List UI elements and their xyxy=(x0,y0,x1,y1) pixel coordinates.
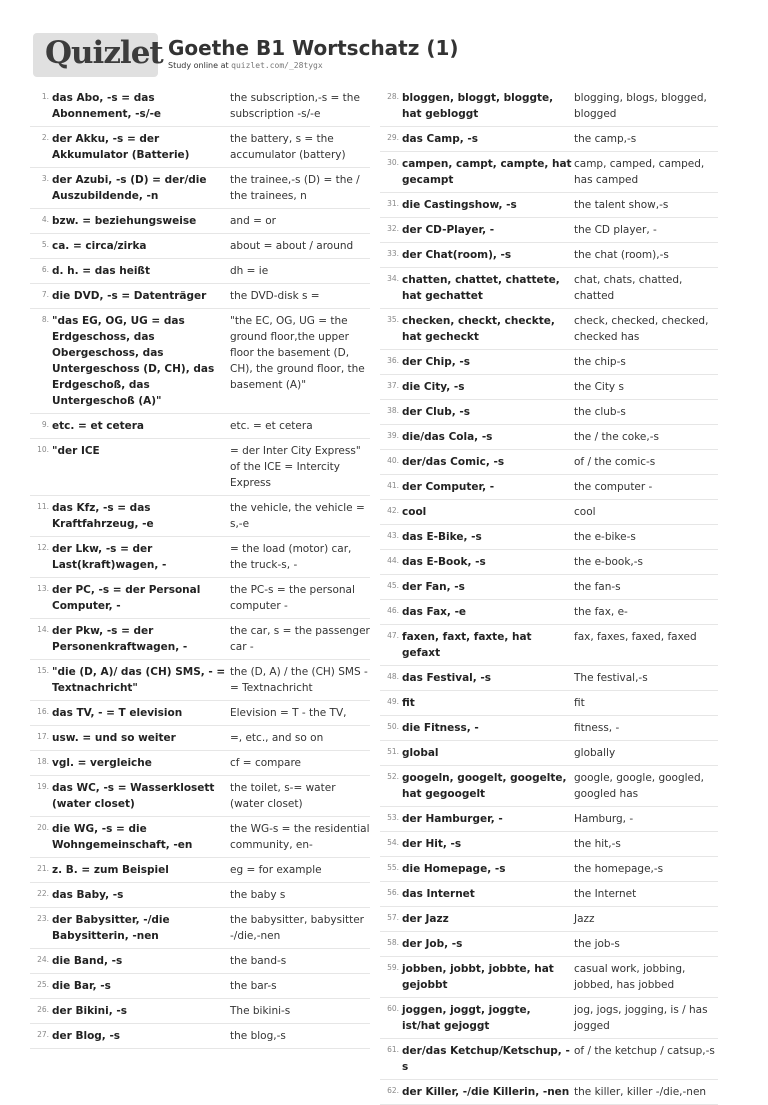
item-number: 59. xyxy=(387,963,399,972)
vocab-term: d. h. = das heißt xyxy=(52,265,151,277)
vocab-term: der Babysitter, -/die Babysitterin, -nen xyxy=(52,914,170,942)
item-number: 50. xyxy=(387,722,399,731)
vocab-term: faxen, faxt, faxte, hat gefaxt xyxy=(402,631,532,659)
vocab-definition: Elevision = T - the TV, xyxy=(230,707,347,719)
item-number: 7. xyxy=(41,290,49,299)
vocab-row xyxy=(380,193,718,218)
vocab-term: der Chip, -s xyxy=(402,356,471,368)
vocab-row xyxy=(380,500,718,525)
item-number: 1. xyxy=(41,92,49,101)
item-number: 17. xyxy=(37,732,49,741)
item-number: 16. xyxy=(37,707,49,716)
vocab-row xyxy=(380,932,718,957)
item-number: 54. xyxy=(387,838,399,847)
item-number: 42. xyxy=(387,506,399,515)
vocab-row xyxy=(380,1080,718,1105)
vocab-row xyxy=(30,259,370,284)
item-number: 48. xyxy=(387,672,399,681)
vocab-definition: fitness, - xyxy=(574,722,620,734)
vocab-row xyxy=(30,999,370,1024)
vocab-definition: the DVD-disk s = xyxy=(230,290,320,302)
vocab-row xyxy=(380,450,718,475)
vocab-term: usw. = und so weiter xyxy=(52,732,176,744)
vocab-definition: the bar-s xyxy=(230,980,277,992)
vocab-row xyxy=(380,350,718,375)
vocab-row xyxy=(380,575,718,600)
vocab-term: "die (D, A)/ das (CH) SMS, - = Textnachricht" xyxy=(52,666,226,694)
vocab-term: das Camp, -s xyxy=(402,133,479,145)
vocab-term: das Internet xyxy=(402,888,475,900)
item-number: 20. xyxy=(37,823,49,832)
vocab-definition: The bikini-s xyxy=(230,1005,291,1017)
vocab-definition: the Internet xyxy=(574,888,637,900)
vocab-term: der Hit, -s xyxy=(402,838,462,850)
vocab-term: etc. = et cetera xyxy=(52,420,145,432)
vocab-term: die Band, -s xyxy=(52,955,123,967)
item-number: 45. xyxy=(387,581,399,590)
item-number: 15. xyxy=(37,666,49,675)
vocab-definition: fit xyxy=(574,697,585,709)
item-number: 14. xyxy=(37,625,49,634)
vocab-row xyxy=(380,425,718,450)
vocab-definition: the battery, s = the accumulator (battery) xyxy=(230,133,346,161)
vocab-row xyxy=(30,660,370,701)
vocab-definition: the subscription,-s = the subscription -s/-e xyxy=(230,92,360,120)
item-number: 47. xyxy=(387,631,399,640)
vocab-term: der/das Ketchup/Ketschup, -s xyxy=(402,1045,570,1073)
vocab-definition: etc. = et cetera xyxy=(230,420,313,432)
vocab-row xyxy=(30,127,370,168)
vocab-term: der Lkw, -s = der Last(kraft)wagen, - xyxy=(52,543,167,571)
vocab-term: die/das Cola, -s xyxy=(402,431,493,443)
vocab-row xyxy=(30,496,370,537)
item-number: 26. xyxy=(37,1005,49,1014)
item-number: 32. xyxy=(387,224,399,233)
item-number: 18. xyxy=(37,757,49,766)
item-number: 29. xyxy=(387,133,399,142)
vocab-row xyxy=(380,525,718,550)
vocab-term: die City, -s xyxy=(402,381,465,393)
vocab-row xyxy=(380,907,718,932)
vocab-definition: the camp,-s xyxy=(574,133,637,145)
vocab-row xyxy=(380,243,718,268)
vocab-definition: the e-bike-s xyxy=(574,531,636,543)
vocab-row xyxy=(380,691,718,716)
vocab-definition: the homepage,-s xyxy=(574,863,664,875)
vocab-row xyxy=(30,86,370,127)
vocab-row xyxy=(30,883,370,908)
vocab-term: die DVD, -s = Datenträger xyxy=(52,290,207,302)
vocab-row xyxy=(380,600,718,625)
item-number: 4. xyxy=(41,215,49,224)
vocab-definition: the computer - xyxy=(574,481,653,493)
vocab-definition: cool xyxy=(574,506,596,518)
item-number: 3. xyxy=(41,174,49,183)
vocab-term: chatten, chattet, chattete, hat gechattet xyxy=(402,274,560,302)
item-number: 46. xyxy=(387,606,399,615)
item-number: 41. xyxy=(387,481,399,490)
vocab-term: "das EG, OG, UG = das Erdgeschoss, das Obergeschoss, das Untergeschoss (D, CH), das Erdgeschoß, das Untergeschoß (A)" xyxy=(52,315,215,407)
vocab-definition: the club-s xyxy=(574,406,626,418)
vocab-definition: the hit,-s xyxy=(574,838,621,850)
vocab-term: die Fitness, - xyxy=(402,722,479,734)
vocab-definition: the car, s = the passenger car - xyxy=(230,625,370,653)
vocab-row xyxy=(380,550,718,575)
item-number: 2. xyxy=(41,133,49,142)
vocab-definition: the fan-s xyxy=(574,581,621,593)
item-number: 52. xyxy=(387,772,399,781)
vocab-term: das Baby, -s xyxy=(52,889,124,901)
vocab-term: der Club, -s xyxy=(402,406,471,418)
vocab-term: der PC, -s = der Personal Computer, - xyxy=(52,584,201,612)
item-number: 9. xyxy=(41,420,49,429)
vocab-term: das E-Book, -s xyxy=(402,556,486,568)
vocab-term: der Akku, -s = der Akkumulator (Batterie) xyxy=(52,133,190,161)
vocab-row xyxy=(30,209,370,234)
vocab-definition: = der Inter City Express" of the ICE = Intercity Express xyxy=(230,445,361,489)
item-number: 39. xyxy=(387,431,399,440)
item-number: 51. xyxy=(387,747,399,756)
vocab-definition: the talent show,-s xyxy=(574,199,669,211)
item-number: 11. xyxy=(37,502,49,511)
vocab-term: das Abo, -s = das Abonnement, -s/-e xyxy=(52,92,162,120)
item-number: 44. xyxy=(387,556,399,565)
vocab-term: der Job, -s xyxy=(402,938,463,950)
vocab-definition: camp, camped, camped, has camped xyxy=(574,158,705,186)
vocab-row xyxy=(30,974,370,999)
item-number: 6. xyxy=(41,265,49,274)
subtitle-prefix: Study online at xyxy=(168,61,229,70)
vocab-row xyxy=(380,375,718,400)
vocab-definition: the babysitter, babysitter -/die,-nen xyxy=(230,914,364,942)
vocab-definition: about = about / around xyxy=(230,240,354,252)
vocab-row xyxy=(380,400,718,425)
vocab-definition: Jazz xyxy=(574,913,595,925)
vocab-definition: of / the comic-s xyxy=(574,456,656,468)
vocab-definition: the blog,-s xyxy=(230,1030,286,1042)
page-header xyxy=(33,33,733,79)
vocab-row xyxy=(380,625,718,666)
item-number: 58. xyxy=(387,938,399,947)
item-number: 27. xyxy=(37,1030,49,1039)
vocab-term: das Festival, -s xyxy=(402,672,492,684)
vocab-row xyxy=(380,475,718,500)
vocab-term: die Homepage, -s xyxy=(402,863,506,875)
item-number: 33. xyxy=(387,249,399,258)
item-number: 60. xyxy=(387,1004,399,1013)
vocab-row xyxy=(380,957,718,998)
vocab-term: das Fax, -e xyxy=(402,606,467,618)
vocab-row xyxy=(380,716,718,741)
left-column xyxy=(30,86,370,1049)
vocab-term: global xyxy=(402,747,439,759)
vocab-row xyxy=(380,127,718,152)
vocab-row xyxy=(30,1024,370,1049)
vocab-term: die Castingshow, -s xyxy=(402,199,517,211)
vocab-row xyxy=(30,619,370,660)
quizlet-logo xyxy=(33,33,163,77)
item-number: 31. xyxy=(387,199,399,208)
vocab-row xyxy=(30,858,370,883)
vocab-term: checken, checkt, checkte, hat gecheckt xyxy=(402,315,555,343)
vocab-definition: google, google, googled, googled has xyxy=(574,772,705,800)
item-number: 25. xyxy=(37,980,49,989)
vocab-term: der/das Comic, -s xyxy=(402,456,505,468)
item-number: 24. xyxy=(37,955,49,964)
vocab-row xyxy=(30,776,370,817)
vocab-definition: the toilet, s-= water (water closet) xyxy=(230,782,336,810)
vocab-definition: the band-s xyxy=(230,955,287,967)
vocab-definition: the trainee,-s (D) = the / the trainees, n xyxy=(230,174,360,202)
vocab-row xyxy=(380,309,718,350)
item-number: 13. xyxy=(37,584,49,593)
item-number: 23. xyxy=(37,914,49,923)
item-number: 36. xyxy=(387,356,399,365)
vocab-row xyxy=(380,741,718,766)
vocab-row xyxy=(30,537,370,578)
vocab-row xyxy=(380,218,718,243)
vocab-definition: fax, faxes, faxed, faxed xyxy=(574,631,697,643)
item-number: 5. xyxy=(41,240,49,249)
vocab-definition: the WG-s = the residential community, en- xyxy=(230,823,370,851)
vocab-definition: The festival,-s xyxy=(574,672,648,684)
vocab-term: die WG, -s = die Wohngemeinschaft, -en xyxy=(52,823,193,851)
vocab-term: vgl. = vergleiche xyxy=(52,757,152,769)
logo-text: Quizlet xyxy=(45,35,163,71)
vocab-row xyxy=(380,998,718,1039)
vocab-term: googeln, googelt, googelte, hat gegoogelt xyxy=(402,772,567,800)
item-number: 43. xyxy=(387,531,399,540)
item-number: 35. xyxy=(387,315,399,324)
vocab-row xyxy=(30,726,370,751)
vocab-term: bloggen, bloggt, bloggte, hat gebloggt xyxy=(402,92,554,120)
item-number: 12. xyxy=(37,543,49,552)
vocab-term: bzw. = beziehungsweise xyxy=(52,215,197,227)
vocab-row xyxy=(380,807,718,832)
vocab-row xyxy=(30,817,370,858)
vocab-row xyxy=(30,949,370,974)
vocab-term: z. B. = zum Beispiel xyxy=(52,864,169,876)
item-number: 61. xyxy=(387,1045,399,1054)
vocab-term: der Pkw, -s = der Personenkraftwagen, - xyxy=(52,625,188,653)
vocab-definition: the chip-s xyxy=(574,356,626,368)
vocab-definition: the e-book,-s xyxy=(574,556,644,568)
vocab-term: das Kfz, -s = das Kraftfahrzeug, -e xyxy=(52,502,154,530)
vocab-term: die Bar, -s xyxy=(52,980,111,992)
item-number: 30. xyxy=(387,158,399,167)
item-number: 10. xyxy=(37,445,49,454)
item-number: 53. xyxy=(387,813,399,822)
subtitle-url[interactable]: quizlet.com/_28tygx xyxy=(231,61,323,70)
vocab-row xyxy=(380,832,718,857)
vocab-term: das WC, -s = Wasserklosett (water closet) xyxy=(52,782,215,810)
vocab-definition: cf = compare xyxy=(230,757,302,769)
vocab-term: der Blog, -s xyxy=(52,1030,121,1042)
vocab-term: ca. = circa/zirka xyxy=(52,240,147,252)
item-number: 28. xyxy=(387,92,399,101)
vocab-term: der Chat(room), -s xyxy=(402,249,512,261)
vocab-term: fit xyxy=(402,697,415,709)
vocab-term: der Fan, -s xyxy=(402,581,465,593)
item-number: 56. xyxy=(387,888,399,897)
vocab-row xyxy=(30,168,370,209)
vocab-row xyxy=(30,578,370,619)
vocab-definition: the PC-s = the personal computer - xyxy=(230,584,355,612)
vocab-term: campen, campt, campte, hat gecampt xyxy=(402,158,572,186)
vocab-term: der Jazz xyxy=(402,913,449,925)
vocab-row xyxy=(30,701,370,726)
vocab-term: jobben, jobbt, jobbte, hat gejobbt xyxy=(402,963,554,991)
vocab-definition: Hamburg, - xyxy=(574,813,634,825)
vocab-row xyxy=(30,439,370,496)
item-number: 34. xyxy=(387,274,399,283)
item-number: 37. xyxy=(387,381,399,390)
vocab-definition: =, etc., and so on xyxy=(230,732,324,744)
vocab-term: das TV, - = T elevision xyxy=(52,707,183,719)
vocab-definition: chat, chats, chatted, chatted xyxy=(574,274,683,302)
vocab-row xyxy=(380,766,718,807)
vocab-definition: jog, jogs, jogging, is / has jogged xyxy=(574,1004,708,1032)
vocab-term: der Hamburger, - xyxy=(402,813,503,825)
item-number: 8. xyxy=(41,315,49,324)
vocab-definition: the chat (room),-s xyxy=(574,249,669,261)
item-number: 22. xyxy=(37,889,49,898)
vocab-row xyxy=(30,414,370,439)
vocab-definition: globally xyxy=(574,747,616,759)
item-number: 62. xyxy=(387,1086,399,1095)
vocab-row xyxy=(380,86,718,127)
vocab-term: der Azubi, -s (D) = der/die Auszubildende, -n xyxy=(52,174,207,202)
item-number: 19. xyxy=(37,782,49,791)
vocab-row xyxy=(30,309,370,414)
vocab-definition: eg = for example xyxy=(230,864,322,876)
vocab-row xyxy=(380,152,718,193)
vocab-definition: of / the ketchup / catsup,-s xyxy=(574,1045,715,1057)
vocab-definition: the baby s xyxy=(230,889,286,901)
item-number: 49. xyxy=(387,697,399,706)
vocab-definition: dh = ie xyxy=(230,265,269,277)
vocab-term: joggen, joggt, joggte, ist/hat gejoggt xyxy=(402,1004,531,1032)
item-number: 55. xyxy=(387,863,399,872)
vocab-definition: and = or xyxy=(230,215,276,227)
item-number: 21. xyxy=(37,864,49,873)
vocab-row xyxy=(30,284,370,309)
item-number: 57. xyxy=(387,913,399,922)
vocab-row xyxy=(30,908,370,949)
vocab-row xyxy=(380,882,718,907)
vocab-definition: check, checked, checked, checked has xyxy=(574,315,709,343)
vocab-definition: the killer, killer -/die,-nen xyxy=(574,1086,707,1098)
vocab-term: "der ICE xyxy=(52,445,100,457)
vocab-row xyxy=(380,268,718,309)
vocab-definition: blogging, blogs, blogged, blogged xyxy=(574,92,707,120)
vocab-definition: the fax, e- xyxy=(574,606,628,618)
vocab-row xyxy=(30,751,370,776)
vocab-definition: = the load (motor) car, the truck-s, - xyxy=(230,543,352,571)
right-column xyxy=(380,86,718,1105)
vocab-definition: the CD player, - xyxy=(574,224,657,236)
vocab-term: cool xyxy=(402,506,427,518)
vocab-definition: the vehicle, the vehicle = s,-e xyxy=(230,502,365,530)
vocab-definition: the City s xyxy=(574,381,624,393)
vocab-row xyxy=(380,666,718,691)
vocab-term: der CD-Player, - xyxy=(402,224,495,236)
vocab-row xyxy=(380,857,718,882)
vocab-row xyxy=(30,234,370,259)
vocab-row xyxy=(380,1039,718,1080)
vocab-term: der Bikini, -s xyxy=(52,1005,127,1017)
vocab-definition: casual work, jobbing, jobbed, has jobbed xyxy=(574,963,686,991)
vocab-definition: the / the coke,-s xyxy=(574,431,659,443)
vocab-definition: the job-s xyxy=(574,938,620,950)
vocab-definition: the (D, A) / the (CH) SMS - = Textnachricht xyxy=(230,666,368,694)
vocab-term: das E-Bike, -s xyxy=(402,531,482,543)
page-subtitle xyxy=(168,61,323,70)
vocab-definition: "the EC, OG, UG = the ground floor,the upper floor the basement (D, CH), the ground floor, the basement (A)" xyxy=(230,315,365,391)
vocab-term: der Computer, - xyxy=(402,481,495,493)
item-number: 40. xyxy=(387,456,399,465)
vocab-term: der Killer, -/die Killerin, -nen xyxy=(402,1086,570,1098)
item-number: 38. xyxy=(387,406,399,415)
page-title: Goethe B1 Wortschatz (1) xyxy=(168,36,459,60)
